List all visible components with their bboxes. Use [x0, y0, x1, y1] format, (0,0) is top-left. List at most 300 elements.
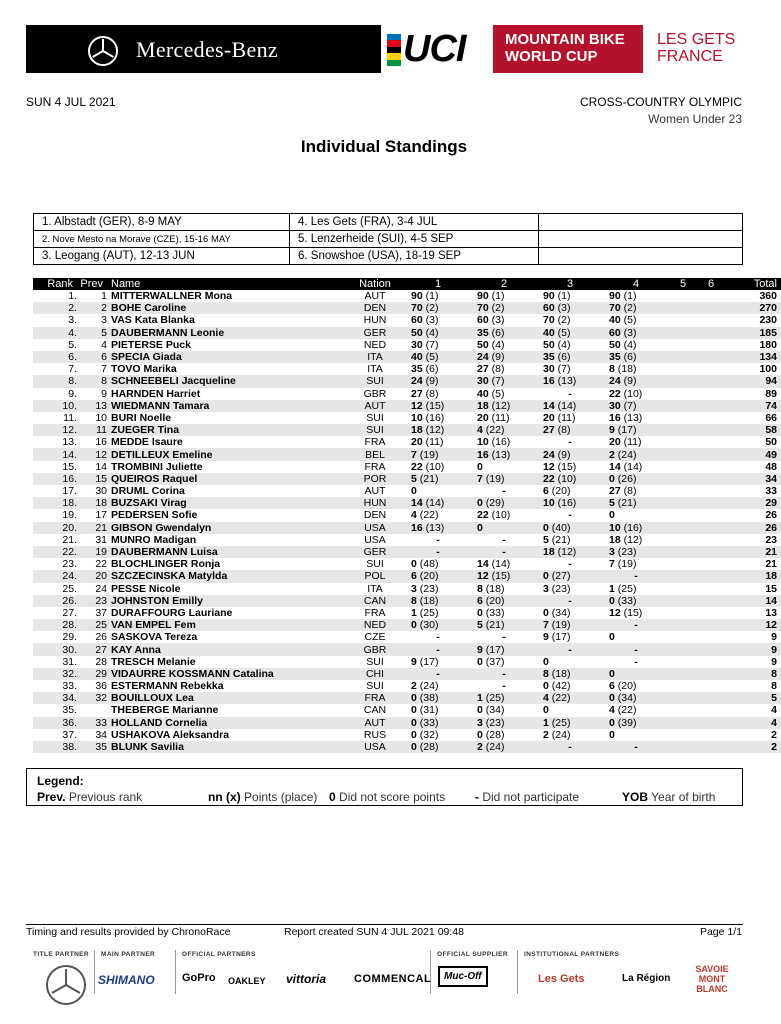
race-1-result-cell: [405, 290, 471, 302]
table-row: [33, 473, 781, 485]
points-value: 6: [477, 594, 483, 607]
nation-cell: BEL: [345, 448, 405, 460]
points-value: -: [634, 741, 638, 754]
place-value: (14): [623, 460, 643, 473]
race-row: [34, 214, 743, 231]
total-points-cell: 360: [759, 290, 777, 303]
points-value: 90: [609, 290, 621, 303]
race-6-result-cell: [697, 509, 725, 521]
nation-cell: FRA: [364, 606, 386, 619]
place-value: (15): [557, 460, 577, 473]
points-value: 0: [477, 521, 483, 534]
total-points-cell: 9: [771, 655, 777, 668]
prev-rank-cell: 6: [77, 351, 107, 363]
race-1-result-cell: [405, 522, 471, 534]
race-6-result-cell: [697, 448, 725, 460]
race-2-result-cell: [471, 607, 537, 619]
race-2-result-cell: [471, 302, 537, 314]
race-2-result-cell: [471, 631, 537, 643]
place-value: (11): [491, 411, 510, 424]
race-3-result-cell: [537, 400, 603, 412]
mercedes-star-icon: [88, 36, 118, 66]
race-2-result-cell: [471, 595, 537, 607]
prev-rank-cell: 7: [101, 363, 107, 376]
race-1-result-cell: [405, 497, 471, 509]
rider-name-cell: BLOCHLINGER Ronja: [111, 558, 221, 571]
points-value: 40: [477, 387, 489, 400]
race-cell: 5. Lenzerheide (SUI), 4-5 SEP: [290, 231, 539, 248]
place-value: (33): [617, 594, 637, 607]
race-5-result-cell: [669, 570, 697, 582]
place-value: (21): [485, 619, 505, 632]
race-5-result-cell: [669, 412, 697, 424]
place-value: (18): [617, 363, 637, 376]
race-2-result-cell: [471, 534, 537, 546]
points-value: 4: [543, 692, 549, 705]
race-6-result-cell: [697, 595, 725, 607]
race-3-result-cell: [537, 424, 603, 436]
nation-cell: USA: [345, 522, 405, 534]
race-6-result-cell: [697, 497, 725, 509]
les-gets-logo: Les Gets: [538, 973, 585, 985]
legend-key: YOB: [622, 790, 649, 804]
race-5-result-cell: [669, 741, 697, 753]
table-row: [33, 509, 781, 521]
prev-rank-cell: 19: [77, 546, 107, 558]
place-value: (3): [425, 314, 439, 327]
rider-name-cell: DAUBERMANN Leonie: [107, 327, 345, 339]
nation-cell: FRA: [364, 460, 386, 473]
place-value: (4): [557, 338, 571, 351]
nation-cell: SUI: [345, 375, 405, 387]
race-5-result-cell: [669, 595, 697, 607]
place-value: (11): [425, 436, 444, 449]
mercedes-partner-logo: [46, 965, 86, 1005]
points-value: 16: [609, 411, 621, 424]
points-value: -: [502, 546, 506, 559]
points-value: 24: [411, 375, 423, 388]
nation-cell: ITA: [367, 582, 383, 595]
place-value: (14): [425, 497, 445, 510]
nation-cell: AUT: [364, 485, 386, 498]
race-6-result-cell: [697, 704, 725, 716]
race-6-result-cell: [697, 461, 725, 473]
total-points-cell: 26: [765, 509, 777, 522]
points-value: -: [568, 558, 572, 571]
rider-name-cell: SASKOVA Tereza: [111, 631, 198, 644]
race-3-result-cell: [537, 619, 603, 631]
place-value: (6): [491, 326, 505, 339]
rider-name-cell: BUZSAKI Virag: [107, 497, 345, 509]
place-value: (40): [551, 521, 571, 534]
race-1-result-cell: [405, 570, 471, 582]
place-value: (18): [551, 667, 571, 680]
race-3-result-cell: [537, 656, 603, 668]
prev-rank-cell: 9: [101, 387, 107, 400]
race-6-result-cell: [697, 656, 725, 668]
race-1-result-cell: [405, 388, 471, 400]
place-value: (33): [419, 716, 439, 729]
points-value: 12: [609, 606, 621, 619]
race-2-result-cell: [471, 314, 537, 326]
place-value: (27): [551, 570, 571, 583]
points-value: -: [502, 667, 506, 680]
points-value: 4: [477, 424, 483, 437]
rank-cell: 2.: [33, 302, 77, 314]
place-value: (13): [491, 448, 511, 461]
race-3-result-cell: [537, 448, 603, 460]
nation-cell: SUI: [366, 558, 384, 571]
race-1-result-cell: [405, 546, 471, 558]
points-value: 18: [411, 424, 423, 437]
points-value: 3: [477, 716, 483, 729]
race-5-result-cell: [669, 473, 697, 485]
race-6-result-cell: [697, 400, 725, 412]
rider-name-cell: BOUILLOUX Lea: [107, 692, 345, 704]
points-value: 2: [609, 448, 615, 461]
points-value: -: [502, 631, 506, 644]
place-value: (26): [617, 472, 637, 485]
timing-provider: Timing and results provided by ChronoRace: [26, 926, 231, 938]
rank-cell: 14.: [33, 448, 77, 460]
partner-heading-institutional: INSTITUTIONAL PARTNERS: [524, 951, 620, 958]
race-5-result-cell: [669, 351, 697, 363]
race-4-result-cell: [603, 656, 669, 668]
race-5-result-cell: [669, 448, 697, 460]
nation-cell: NED: [363, 338, 387, 351]
place-value: (28): [419, 741, 439, 754]
race-3-result-cell: [537, 558, 603, 570]
rank-cell: 33.: [62, 680, 77, 693]
nation-cell: NED: [345, 619, 405, 631]
race-2-result-cell: [471, 461, 537, 473]
nation-cell: GER: [345, 327, 405, 339]
nation-cell: AUT: [364, 290, 386, 303]
points-value: 3: [543, 582, 549, 595]
points-value: -: [568, 643, 572, 656]
standings-table: [33, 278, 781, 753]
prev-rank-cell: 17: [95, 509, 107, 522]
table-row: [33, 302, 781, 314]
rank-cell: 9.: [68, 387, 77, 400]
place-value: (42): [551, 680, 571, 693]
race-4-result-cell: [603, 339, 669, 351]
rank-cell: 37.: [62, 728, 77, 741]
race-4-result-cell: [603, 631, 669, 643]
race-1-result-cell: [405, 448, 471, 460]
place-value: (24): [485, 741, 505, 754]
page-title: Individual Standings: [300, 137, 468, 156]
partner-divider: [175, 950, 176, 994]
legend-text: Points (place): [244, 790, 318, 804]
place-value: (7): [623, 399, 637, 412]
total-points-cell: 4: [771, 704, 777, 717]
table-row: [33, 522, 781, 534]
points-value: 40: [609, 314, 621, 327]
race-4-result-cell: [603, 643, 669, 655]
race-6-result-cell: [697, 412, 725, 424]
race-1-result-cell: [405, 363, 471, 375]
race-4-result-cell: [603, 448, 669, 460]
total-points-cell: 13: [765, 606, 777, 619]
race-2-result-cell: [471, 400, 537, 412]
rider-name-cell: TROMBINI Juliette: [111, 460, 203, 473]
table-row: [33, 692, 781, 704]
place-value: (3): [623, 326, 637, 339]
points-value: 0: [609, 728, 615, 741]
nation-cell: SUI: [366, 680, 384, 693]
points-value: 50: [543, 338, 555, 351]
rider-name-cell: VIDAURRE KOSSMANN Catalina: [107, 668, 345, 680]
points-value: 9: [477, 643, 483, 656]
place-value: (25): [617, 582, 637, 595]
race-1-result-cell: [405, 717, 471, 729]
race-calendar: [33, 213, 743, 265]
points-value: 35: [411, 363, 423, 376]
points-value: 30: [543, 363, 555, 376]
points-value: 0: [411, 716, 417, 729]
place-value: (37): [485, 655, 505, 668]
race-2-result-cell: [471, 509, 537, 521]
race-4-result-cell: [603, 314, 669, 326]
points-value: 6: [543, 485, 549, 498]
rider-name-cell: VAS Kata Blanka: [111, 314, 195, 327]
table-row: [33, 631, 781, 643]
points-value: 12: [477, 570, 489, 583]
prev-rank-cell: 34: [95, 728, 107, 741]
race-3-result-cell: [537, 327, 603, 339]
place-value: (32): [419, 728, 439, 741]
total-points-cell: 58: [725, 424, 781, 436]
race-2-result-cell: [471, 327, 537, 339]
place-value: (2): [623, 302, 637, 315]
rank-cell: 22.: [33, 546, 77, 558]
place-value: (39): [617, 716, 637, 729]
points-value: -: [436, 643, 440, 656]
col-header-race-3: 3: [537, 278, 603, 290]
total-points-cell: 14: [725, 595, 781, 607]
race-2-result-cell: [471, 546, 537, 558]
race-1-result-cell: [405, 704, 471, 716]
race-3-result-cell: [537, 607, 603, 619]
points-value: 30: [477, 375, 489, 388]
race-2-result-cell: [471, 522, 537, 534]
rank-cell: 15.: [62, 460, 77, 473]
legend-text: Previous rank: [68, 790, 143, 804]
points-value: 90: [411, 290, 423, 303]
race-4-result-cell: [603, 558, 669, 570]
points-value: 0: [477, 655, 483, 668]
legend-key: nn (x): [208, 790, 241, 804]
race-6-result-cell: [697, 570, 725, 582]
race-cell: 3. Leogang (AUT), 12-13 JUN: [34, 248, 290, 265]
points-value: 8: [411, 594, 417, 607]
table-row: [33, 595, 781, 607]
race-1-result-cell: [405, 692, 471, 704]
race-4-result-cell: [603, 680, 669, 692]
rider-name-cell: DAUBERMANN Luisa: [107, 546, 345, 558]
table-row: [33, 741, 781, 753]
partner-heading-official: OFFICIAL PARTNERS: [182, 951, 256, 958]
race-5-result-cell: [669, 339, 697, 351]
points-value: 4: [609, 704, 615, 717]
points-value: 3: [411, 582, 417, 595]
rider-name-cell: SPECIA Giada: [107, 351, 345, 363]
points-value: -: [634, 619, 638, 632]
place-value: (17): [617, 424, 637, 437]
race-3-result-cell: [537, 692, 603, 704]
points-value: 4: [411, 509, 417, 522]
rainbow-stripes-icon: [387, 34, 401, 66]
partner-divider: [430, 950, 431, 994]
race-5-result-cell: [669, 509, 697, 521]
total-points-cell: 33: [765, 485, 777, 498]
rider-name-cell: DURAFFOURG Lauriane: [111, 606, 233, 619]
race-1-result-cell: [405, 473, 471, 485]
prev-rank-cell: 33: [77, 717, 107, 729]
place-value: (13): [623, 411, 643, 424]
race-5-result-cell: [669, 400, 697, 412]
race-6-result-cell: [697, 729, 725, 741]
race-cell: 4. Les Gets (FRA), 3-4 JUL: [290, 214, 539, 231]
points-value: 27: [477, 363, 489, 376]
race-4-result-cell: [603, 375, 669, 387]
race-5-result-cell: [669, 497, 697, 509]
race-1-result-cell: [405, 302, 471, 314]
place-value: (16): [557, 497, 577, 510]
points-value: 1: [543, 716, 549, 729]
total-points-cell: 18: [725, 570, 781, 582]
race-3-result-cell: [537, 509, 603, 521]
world-cup-logo: [493, 25, 643, 73]
points-value: 0: [543, 570, 549, 583]
uci-logo: [381, 25, 493, 73]
legend-text: Did not score points: [339, 790, 446, 804]
points-value: 7: [411, 448, 417, 461]
race-5-result-cell: [669, 314, 697, 326]
points-value: 70: [411, 302, 423, 315]
race-4-result-cell: [603, 497, 669, 509]
rider-name-cell: PESSE Nicole: [111, 582, 181, 595]
rank-cell: 17.: [62, 485, 77, 498]
points-value: 20: [609, 436, 621, 449]
total-points-cell: 2: [771, 728, 777, 741]
place-value: (2): [557, 314, 571, 327]
race-4-result-cell: [603, 534, 669, 546]
rank-cell: 26.: [33, 595, 77, 607]
rank-cell: 20.: [33, 522, 77, 534]
nation-cell: AUT: [345, 400, 405, 412]
points-value: 50: [411, 326, 423, 339]
points-value: 18: [477, 399, 489, 412]
points-value: -: [634, 655, 638, 668]
col-header-race-2: 2: [471, 278, 537, 290]
race-4-result-cell: [603, 351, 669, 363]
place-value: (4): [491, 338, 505, 351]
place-value: (8): [425, 387, 439, 400]
points-value: 70: [609, 302, 621, 315]
points-value: 2: [411, 680, 417, 693]
rank-cell: 27.: [62, 606, 77, 619]
points-value: -: [502, 533, 506, 546]
prev-rank-cell: 23: [77, 595, 107, 607]
race-4-result-cell: [603, 607, 669, 619]
legend-key: 0: [329, 790, 336, 804]
points-value: 0: [411, 558, 417, 571]
race-4-result-cell: [603, 327, 669, 339]
partner-heading-supplier: OFFICIAL SUPPLIER: [437, 951, 508, 958]
race-row: [34, 231, 743, 248]
nation-cell: HUN: [363, 314, 387, 327]
points-value: 14: [609, 460, 621, 473]
race-5-result-cell: [669, 717, 697, 729]
table-row: [33, 400, 781, 412]
points-value: 60: [609, 326, 621, 339]
total-points-cell: 5: [725, 692, 781, 704]
race-2-result-cell: [471, 668, 537, 680]
table-row: [33, 448, 781, 460]
race-3-result-cell: [537, 388, 603, 400]
table-row: [33, 314, 781, 326]
nation-cell: RUS: [363, 728, 387, 741]
place-value: (17): [419, 655, 439, 668]
rank-cell: 10.: [33, 400, 77, 412]
points-value: -: [568, 436, 572, 449]
race-1-result-cell: [405, 680, 471, 692]
place-value: (23): [485, 716, 505, 729]
place-value: (25): [419, 606, 439, 619]
race-4-result-cell: [603, 461, 669, 473]
legend-item: [37, 790, 142, 804]
points-value: 0: [609, 509, 615, 522]
race-5-result-cell: [669, 363, 697, 375]
race-2-result-cell: [471, 290, 537, 302]
race-5-result-cell: [669, 619, 697, 631]
race-3-result-cell: [537, 473, 603, 485]
place-value: (7): [557, 363, 571, 376]
table-row: [33, 497, 781, 509]
rank-cell: 29.: [62, 631, 77, 644]
points-value: 0: [477, 704, 483, 717]
race-2-result-cell: [471, 339, 537, 351]
race-1-result-cell: [405, 327, 471, 339]
nation-cell: CAN: [345, 595, 405, 607]
race-5-result-cell: [669, 546, 697, 558]
points-value: 30: [411, 338, 423, 351]
points-value: 50: [609, 338, 621, 351]
prev-rank-cell: 35: [77, 741, 107, 753]
table-row: [33, 375, 781, 387]
race-6-result-cell: [697, 643, 725, 655]
race-4-result-cell: [603, 522, 669, 534]
rank-cell: 18.: [33, 497, 77, 509]
sponsor-name: Mercedes-Benz: [136, 37, 278, 62]
total-points-cell: 8: [771, 680, 777, 693]
rank-cell: 38.: [33, 741, 77, 753]
total-points-cell: 180: [759, 338, 777, 351]
race-3-result-cell: [537, 314, 603, 326]
place-value: (25): [485, 692, 505, 705]
race-6-result-cell: [697, 692, 725, 704]
race-3-result-cell: [537, 570, 603, 582]
points-value: 8: [477, 582, 483, 595]
race-2-result-cell: [471, 412, 537, 424]
race-3-result-cell: [537, 461, 603, 473]
legend-item: [329, 790, 445, 804]
rider-name-cell: PIETERSE Puck: [111, 338, 191, 351]
race-3-result-cell: [537, 595, 603, 607]
race-5-result-cell: [669, 692, 697, 704]
